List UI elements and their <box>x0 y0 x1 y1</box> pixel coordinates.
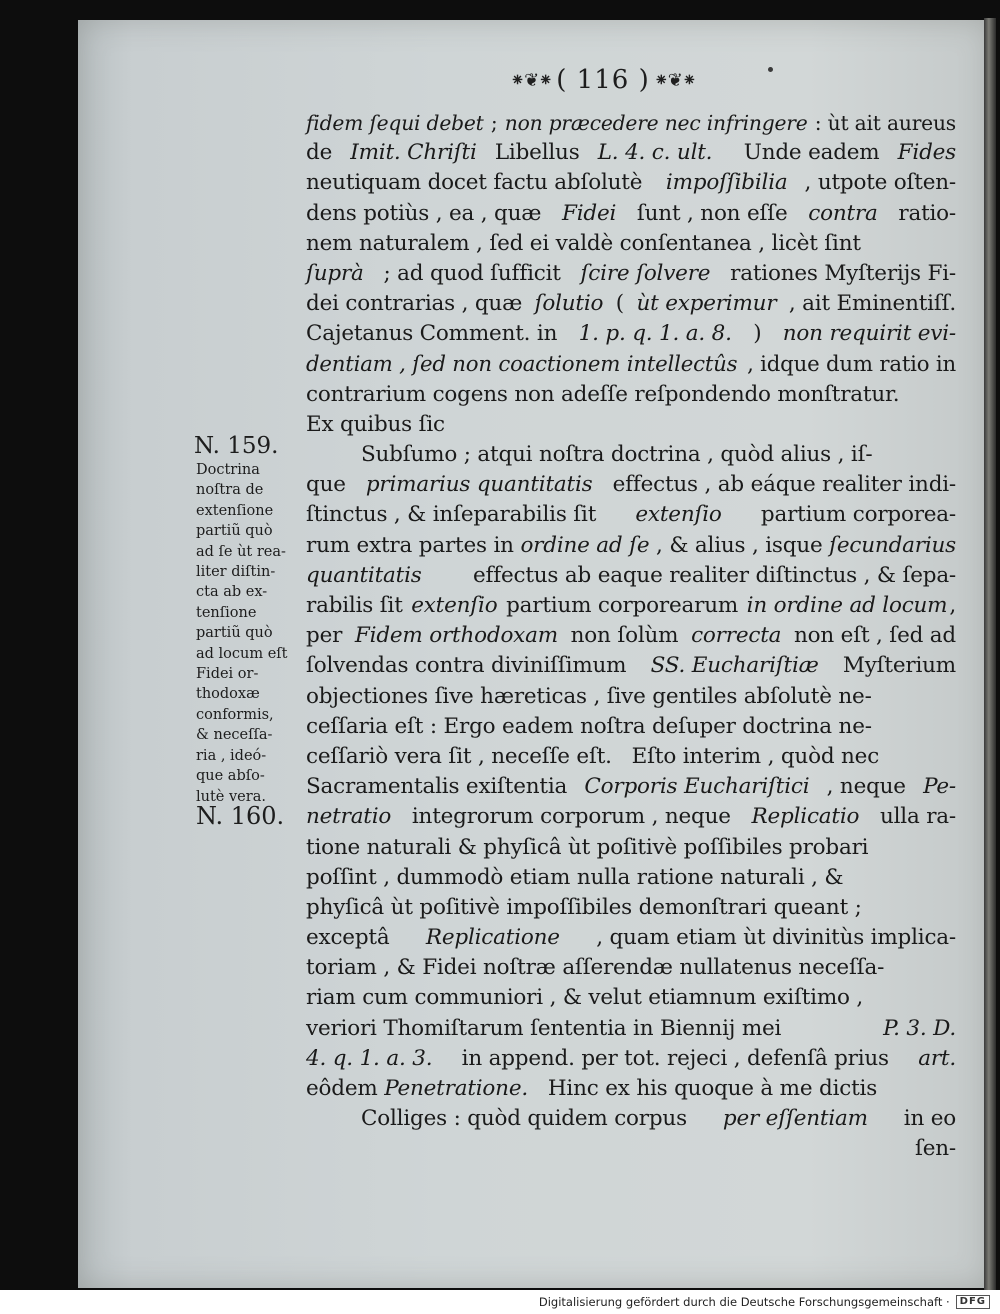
text-line <box>306 1044 956 1074</box>
text-run: , & alius , isque <box>649 532 830 558</box>
italic-run: L. 4. c. ult. <box>597 140 713 166</box>
margin-note-line: noſtra de <box>196 482 264 499</box>
italic-run: non requirit evi- <box>782 321 956 347</box>
margin-note-line: extenſione <box>196 502 274 519</box>
text-line <box>306 953 956 983</box>
italic-run: ſecundarius <box>829 532 956 558</box>
italic-run: Pe- <box>923 774 956 800</box>
text-run: ſunt , non eſſe <box>630 200 795 226</box>
text-line <box>306 772 956 802</box>
page-edge <box>984 18 996 1290</box>
text-run: , quam etiam ùt divinitùs implica- <box>589 925 956 951</box>
italic-run: contra <box>808 200 878 226</box>
dfg-logo-icon: DFG <box>956 1295 990 1309</box>
text-run: Libellus <box>488 140 587 166</box>
italic-run: fidem ſequi debet <box>306 111 484 135</box>
text-run: dens potiùs , ea , quæ <box>306 200 548 226</box>
italic-run: ſcire ſolvere <box>580 260 711 286</box>
text-run: per <box>306 623 349 649</box>
text-line <box>306 410 956 440</box>
text-line <box>306 561 956 591</box>
text-run: Cajetanus Comment. in <box>306 321 564 347</box>
text-run: ſtinctus , & inſeparabilis ſit <box>306 502 603 528</box>
italic-run: extenſio <box>635 502 722 528</box>
text-line <box>306 259 956 289</box>
text-line <box>306 1014 956 1044</box>
text-line <box>306 1134 956 1164</box>
text-run: , utpote oſten- <box>804 170 956 196</box>
footer-credit: Digitalisierung gefördert durch die Deutsche Forschungsgemeinschaft · <box>538 1295 950 1309</box>
text-run: riam cum communiori , & velut etiamnum exiſtimo , <box>306 985 864 1011</box>
text-run: ratio- <box>891 200 956 226</box>
italic-run: netratio <box>306 804 392 830</box>
margin-note-line: ad ſe ùt rea- <box>196 543 286 560</box>
text-run: ſolvendas contra diviniſſimum <box>306 653 633 679</box>
margin-note-line: & neceſſa- <box>196 727 273 744</box>
text-run: : ùt ait aureus <box>808 111 956 135</box>
margin-note-line: Doctrina <box>196 462 260 478</box>
text-line <box>306 802 956 832</box>
text-line <box>306 470 956 500</box>
italic-run: correcta <box>691 623 782 649</box>
text-run: , neque <box>820 774 913 800</box>
footer-bar <box>0 1290 1000 1314</box>
text-run: poſſint , dummodò etiam nulla ratione naturali , & <box>306 864 844 890</box>
margin-note-line: tenſione <box>196 604 257 621</box>
italic-run: non præcedere nec infringere <box>504 111 808 135</box>
italic-run: Imit. Chriſti <box>350 140 477 166</box>
text-run: eôdem <box>306 1076 385 1101</box>
margin-note-line: cta ab ex- <box>196 584 268 601</box>
text-run: ) <box>746 321 769 347</box>
text-line <box>306 742 956 772</box>
italic-run: ſolutio <box>534 291 604 317</box>
italic-run: ſuprà <box>306 260 364 286</box>
text-line <box>306 500 956 530</box>
right-ornament-icon: ⁕❦⁕ <box>653 69 696 91</box>
text-run: objectiones ſive hæreticas , ſive gentiles abſolutè ne- <box>306 683 872 709</box>
text-run: phyſicâ ùt poſitivè impoſſibiles demonſtrari queant ; <box>306 894 862 920</box>
margin-note-line: liter diſtin- <box>196 564 276 581</box>
text-line <box>306 199 956 229</box>
italic-run: dentiam , ſed non coactionem intellectûs <box>306 351 738 377</box>
italic-run: 1. p. q. 1. a. 8. <box>578 321 732 347</box>
margin-note-line: lutè vera. <box>196 788 266 805</box>
margin-note-line: conformis, <box>196 706 274 723</box>
text-run: in append. per tot. rejeci , defenſâ prius <box>455 1045 896 1071</box>
text-run: veriori Thomiſtarum ſententia in Biennij mei <box>306 1015 788 1041</box>
text-run: effectus , ab eáque realiter indi- <box>605 472 956 498</box>
text-line <box>306 1074 956 1104</box>
italic-run: SS. Euchariſtiæ <box>650 653 819 679</box>
italic-run: ùt experimur <box>636 291 777 317</box>
italic-run: Fidem orthodoxam <box>354 623 558 649</box>
text-run: dei contrarias , quæ <box>306 291 529 317</box>
page-number: ( 116 ) <box>556 65 650 95</box>
margin-note-text <box>196 460 296 807</box>
text-run: partium corporearum <box>499 593 745 618</box>
text-line <box>306 1104 956 1134</box>
italic-run: ordine ad ſe <box>520 532 650 558</box>
text-line <box>306 138 956 168</box>
text-run: in eo <box>897 1106 956 1132</box>
text-run: ceſſariò vera ſit , neceſſe eſt. Eſto interim , quòd nec <box>306 743 880 769</box>
text-line <box>306 319 956 349</box>
text-run: Hinc ex his quoque à me dictis <box>527 1076 878 1101</box>
text-run: ( <box>609 291 631 317</box>
text-run: tione naturali & phyſicâ ùt poſitivè poſſibiles probari <box>306 834 869 860</box>
text-run: exceptâ <box>306 925 397 951</box>
margin-note-line: thodoxæ <box>196 686 260 703</box>
text-line <box>306 833 956 863</box>
text-run: Subſumo ; atqui noſtra doctrina , quòd alius , iſ- <box>361 442 873 468</box>
text-run: rum extra partes in <box>306 532 521 558</box>
text-run: Myſterium <box>836 653 956 679</box>
italic-run: Fides <box>897 140 956 166</box>
text-run: non ſolùm <box>564 623 685 649</box>
italic-run: impoſſibilia <box>665 170 788 196</box>
text-run: integrorum corporum , neque <box>405 804 738 830</box>
text-line <box>306 712 956 742</box>
italic-run: art. <box>918 1045 956 1071</box>
text-run: rabilis ſit <box>306 593 410 618</box>
italic-run: Replicatione <box>425 925 560 951</box>
text-line <box>306 380 956 410</box>
text-line <box>306 108 956 138</box>
text-line <box>306 531 956 561</box>
text-line <box>306 621 956 651</box>
text-line <box>306 168 956 198</box>
margin-note-line: Fidei or- <box>196 666 259 683</box>
text-line <box>306 893 956 923</box>
text-run: ſen- <box>915 1136 956 1162</box>
italic-run: quantitatis <box>306 562 422 588</box>
italic-run: extenſio <box>411 593 498 618</box>
margin-note-160-number: N. 160. <box>196 802 285 830</box>
text-line <box>306 350 956 380</box>
margin-note-number: N. 159. <box>194 433 279 459</box>
text-run: toriam , & Fidei noſtræ aſſerendæ nullatenus neceſſa- <box>306 955 885 981</box>
italic-run: 4. q. 1. a. 3. <box>306 1045 433 1071</box>
text-run: ulla ra- <box>873 804 956 830</box>
text-run: nem naturalem , ſed ei valdè conſentanea , licèt ſint <box>306 230 861 256</box>
italic-run: primarius quantitatis <box>365 472 593 498</box>
text-line <box>306 682 956 712</box>
margin-note-line: partiũ quò <box>196 523 273 540</box>
text-run: Colliges : quòd quidem corpus <box>361 1106 694 1132</box>
margin-note-line: partiũ quò <box>196 625 273 642</box>
text-run: effectus ab eaque realiter diſtinctus , & ſepa- <box>466 562 956 588</box>
text-run: de <box>306 140 339 166</box>
ink-speck <box>768 67 773 72</box>
text-run: , idque dum ratio in <box>740 351 956 377</box>
text-line <box>306 983 956 1013</box>
text-line <box>306 651 956 681</box>
body-text <box>306 108 956 1165</box>
text-run: non eſt , ſed ad <box>787 623 956 649</box>
italic-run: Corporis Euchariſtici <box>584 774 810 800</box>
margin-note-line: ria , ideó- <box>196 747 267 764</box>
text-run: neutiquam docet factu abſolutè <box>306 170 649 196</box>
text-run: ; <box>484 111 504 135</box>
text-line <box>306 863 956 893</box>
text-run: Sacramentalis exiſtentia <box>306 774 574 800</box>
page-header <box>508 62 698 98</box>
text-line <box>306 440 956 470</box>
text-run: Ex quibus ſic <box>306 411 445 437</box>
text-run: ; ad quod ſufficit <box>376 260 568 286</box>
margin-note-159 <box>196 432 296 807</box>
italic-run: Replicatio <box>751 804 860 830</box>
text-line <box>306 229 956 259</box>
italic-run: in ordine ad locum <box>746 593 948 618</box>
text-line <box>306 591 956 621</box>
text-line <box>306 289 956 319</box>
italic-run: P. 3. D. <box>883 1015 956 1041</box>
text-run: contrarium cogens non adeſſe reſpondendo monſtratur. <box>306 381 900 407</box>
margin-note-line: ad locum eſt <box>196 645 288 662</box>
text-run: partium corporea- <box>754 502 956 528</box>
margin-note-line: que abſo- <box>196 768 265 785</box>
text-run: rationes Myſterijs Fi- <box>723 260 956 286</box>
text-line <box>306 923 956 953</box>
italic-run: Penetratione. <box>384 1076 528 1101</box>
text-run: Unde eadem <box>723 140 887 166</box>
italic-run: per eſſentiam <box>722 1106 868 1132</box>
text-run: , <box>949 593 956 618</box>
left-ornament-icon: ⁕❦⁕ <box>510 69 553 91</box>
text-run: ceſſaria eſt : Ergo eadem noſtra deſuper doctrina ne- <box>306 713 872 739</box>
text-run: , ait Eminentiſſ. <box>782 291 956 317</box>
text-run: que <box>306 472 353 498</box>
italic-run: Fidei <box>562 200 617 226</box>
